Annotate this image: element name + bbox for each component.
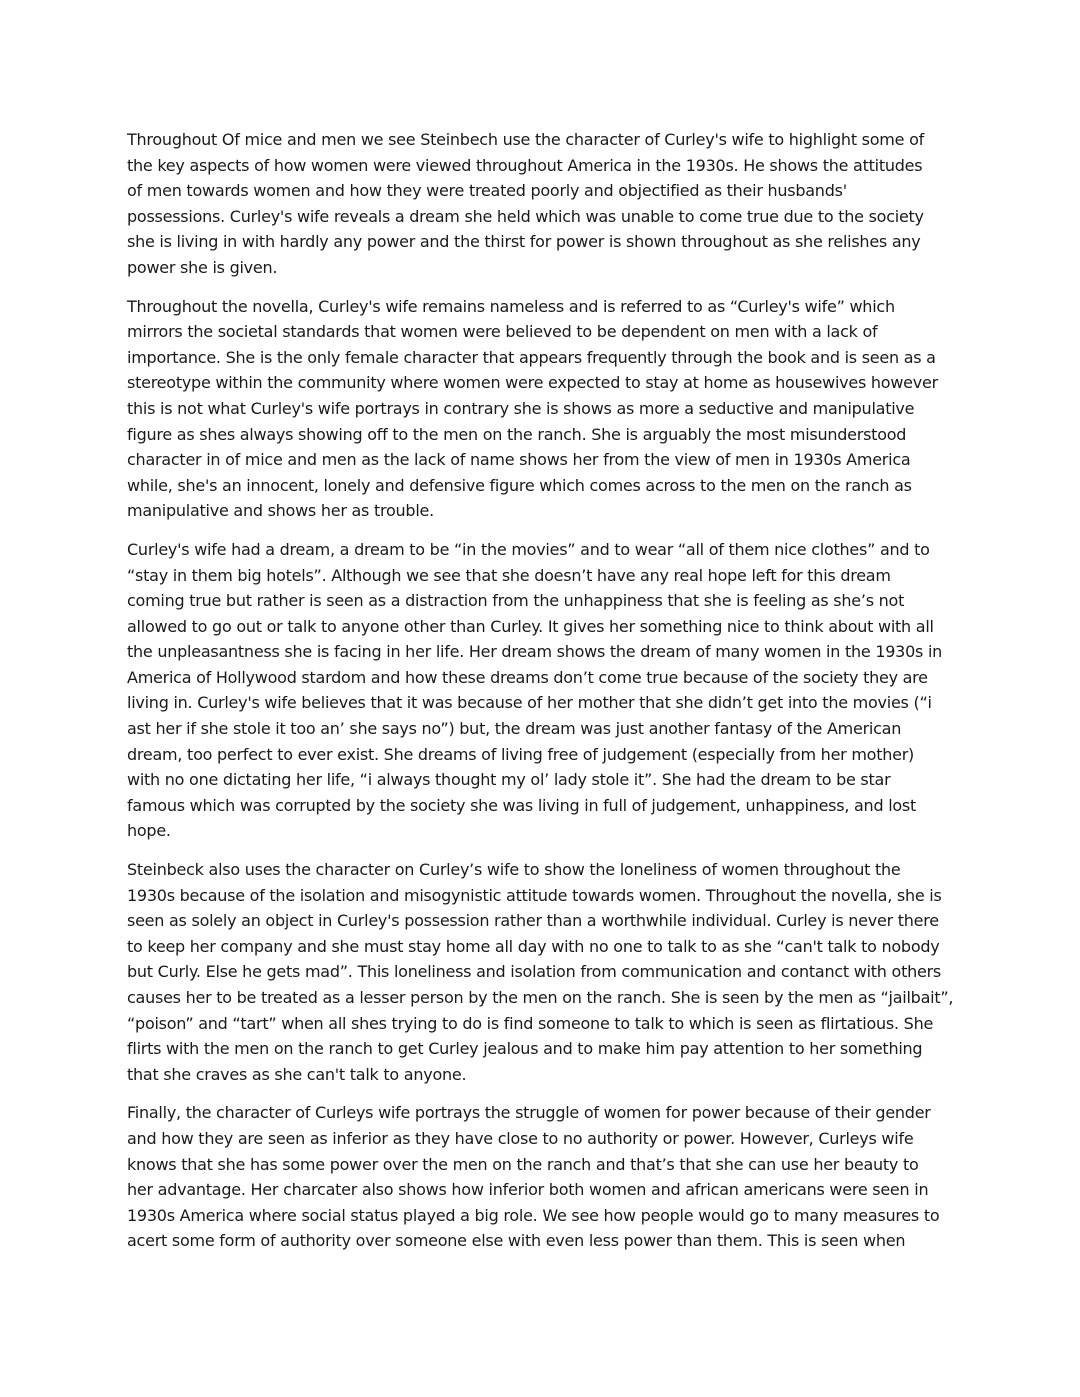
text-line: stereotype within the community where women were expected to stay at home as housewives however: [127, 373, 938, 393]
essay-body: [127, 127, 957, 1267]
text-line: she is living in with hardly any power and the thirst for power is shown throughout as she relishes any: [127, 232, 921, 252]
text-line: living in. Curley's wife believes that it was because of her mother that she didn’t get into the movies (“i: [127, 693, 932, 713]
text-line: acert some form of authority over someone else with even less power than them. This is seen when: [127, 1231, 906, 1251]
text-line: importance. She is the only female character that appears frequently through the book and is seen as a: [127, 347, 936, 367]
text-line: with no one dictating her life, “i always thought my ol’ lady stole it”. She had the dream to be star: [127, 770, 891, 790]
text-line: 1930s America where social status played a big role. We see how people would go to many measures to: [127, 1205, 940, 1225]
text-line: possessions. Curley's wife reveals a dream she held which was unable to come true due to the society: [127, 206, 924, 226]
text-line: seen as solely an object in Curley's possession rather than a worthwhile individual. Curley is never there: [127, 911, 939, 931]
paragraph-1: [127, 127, 957, 281]
text-line: manipulative and shows her as trouble.: [127, 501, 434, 521]
text-line: “stay in them big hotels”. Although we see that she doesn’t have any real hope left for this dream: [127, 565, 891, 585]
text-line: the key aspects of how women were viewed throughout America in the 1930s. He shows the attitudes: [127, 155, 923, 175]
text-line: mirrors the societal standards that women were believed to be dependent on men with a lack of: [127, 322, 878, 342]
text-line: to keep her company and she must stay home all day with no one to talk to as she “can't talk to nobody: [127, 936, 940, 956]
text-line: Curley's wife had a dream, a dream to be “in the movies” and to wear “all of them nice clothes” and to: [127, 539, 930, 559]
text-line: her advantage. Her charcater also shows how inferior both women and african americans were seen in: [127, 1180, 929, 1200]
text-line: but Curly. Else he gets mad”. This loneliness and isolation from communication and contanct with others: [127, 962, 941, 982]
text-line: causes her to be treated as a lesser person by the men on the ranch. She is seen by the men as “jailbait”,: [127, 988, 954, 1007]
text-line: coming true but rather is seen as a distraction from the unhappiness that she is feeling as she’s not: [127, 591, 905, 611]
text-line: famous which was corrupted by the society she was living in full of judgement, unhappiness, and lost: [127, 795, 917, 815]
text-line: Steinbeck also uses the character on Curley’s wife to show the loneliness of women throughout the: [127, 860, 901, 880]
text-line: flirts with the men on the ranch to get Curley jealous and to make him pay attention to her something: [127, 1039, 923, 1059]
text-line: of men towards women and how they were treated poorly and objectified as their husbands': [127, 181, 847, 201]
text-line: 1930s because of the isolation and misogynistic attitude towards women. Throughout the novella, she is: [127, 885, 942, 905]
text-line: “poison” and “tart” when all shes trying to do is find someone to talk to which is seen as flirtatious. She: [127, 1013, 934, 1033]
text-line: Throughout the novella, Curley's wife remains nameless and is referred to as “Curley's wife” which: [127, 296, 895, 316]
text-line: ast her if she stole it too an’ she says no”) but, the dream was just another fantasy of the American: [127, 719, 902, 739]
text-line: Throughout Of mice and men we see Steinbech use the character of Curley's wife to highlight some of: [127, 130, 924, 149]
text-line: knows that she has some power over the men on the ranch and that’s that she can use her beauty to: [127, 1154, 919, 1174]
text-line: Finally, the character of Curleys wife portrays the struggle of women for power because of their gender: [127, 1103, 931, 1123]
text-line: allowed to go out or talk to anyone other than Curley. It gives her something nice to think about with all: [127, 616, 934, 636]
text-line: the unpleasantness she is facing in her life. Her dream shows the dream of many women in the 1930s in: [127, 642, 943, 662]
paragraph-4: [127, 857, 957, 1087]
text-line: that she craves as she can't talk to anyone.: [127, 1064, 467, 1084]
text-line: figure as shes always showing off to the men on the ranch. She is arguably the most misunderstood: [127, 424, 907, 444]
text-line: hope.: [127, 821, 171, 841]
paragraph-3: [127, 537, 957, 844]
text-line: while, she's an innocent, lonely and defensive figure which comes across to the men on the ranch as: [127, 475, 912, 495]
text-line: power she is given.: [127, 257, 278, 277]
paragraph-5: [127, 1100, 957, 1254]
paragraph-2: [127, 294, 957, 524]
text-line: dream, too perfect to ever exist. She dreams of living free of judgement (especially from her mother): [127, 744, 915, 764]
text-line: this is not what Curley's wife portrays in contrary she is shows as more a seductive and manipulative: [127, 398, 915, 418]
text-line: character in of mice and men as the lack of name shows her from the view of men in 1930s America: [127, 450, 911, 470]
text-line: America of Hollywood stardom and how these dreams don’t come true because of the society they are: [127, 667, 928, 687]
text-line: and how they are seen as inferior as they have close to no authority or power. However, Curleys wife: [127, 1128, 914, 1148]
